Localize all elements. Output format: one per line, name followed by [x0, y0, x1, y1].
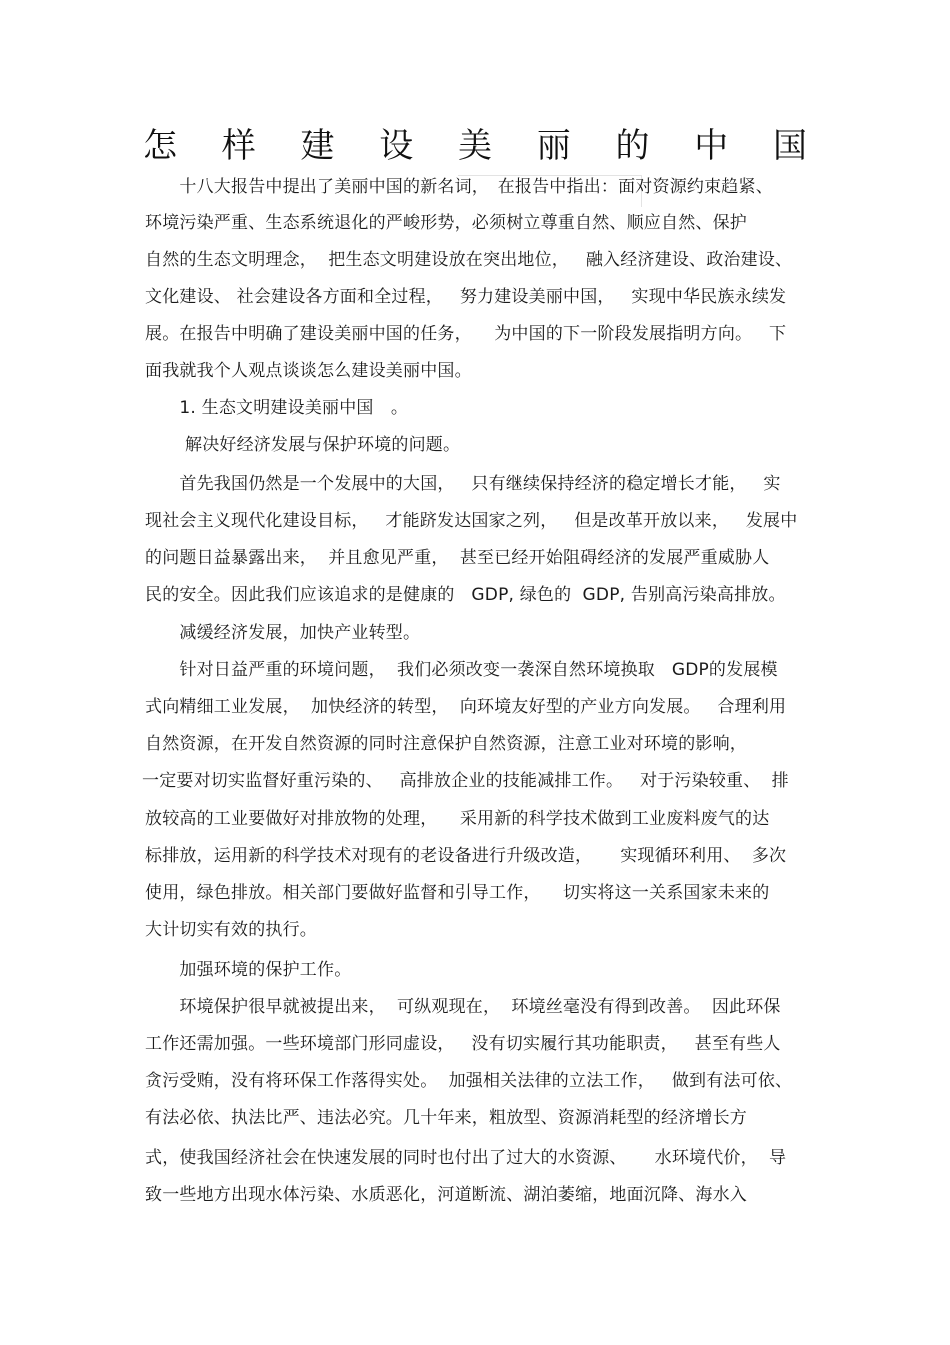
text-line: 放较高的工业要做好对排放物的处理， 采用新的科学技术做到工业废料废气的达 [145, 809, 770, 829]
title-char: 中 [694, 126, 729, 166]
title-char: 国 [773, 126, 807, 166]
text-line: 式，使我国经济社会在快速发展的同时也付出了过大的水资源、 水环境代价， 导 [145, 1148, 787, 1168]
text-line: 一定要对切实监督好重污染的、 高排放企业的技能减排工作。 对于污染较重、 排 [142, 771, 789, 791]
title-char: 的 [615, 126, 650, 166]
text-line: 自然资源，在开发自然资源的同时注意保护自然资源，注意工业对环境的影响， [145, 734, 747, 754]
text-line: 环境污染严重、生态系统退化的严峻形势，必须树立尊重自然、顺应自然、保护 [145, 213, 747, 233]
text-line: 式向精细工业发展， 加快经济的转型， 向环境友好型的产业方向发展。 合理利用 [145, 697, 787, 717]
title-char: 设 [379, 126, 414, 166]
text-line: 标排放，运用新的科学技术对现有的老设备进行升级改造， 实现循环利用、 多次 [145, 846, 787, 866]
text-line: 环境保护很早就被提出来， 可纵观现在， 环境丝毫没有得到改善。 因此环保 [145, 997, 781, 1017]
text-line: 展。在报告中明确了建设美丽中国的任务， 为中国的下一阶段发展指明方向。 下 [145, 324, 787, 344]
text-line: 1. 生态文明建设美丽中国 。 [145, 398, 409, 418]
text-line: 解决好经济发展与保护环境的问题。 [145, 435, 461, 455]
title-char: 样 [221, 126, 256, 166]
document-title [143, 118, 807, 174]
text-line: 致一些地方出现水体污染、水质恶化，河道断流、湖泊萎缩，地面沉降、海水入 [145, 1185, 747, 1205]
text-line: 针对日益严重的环境问题， 我们必须改变一袭深自然环境换取 GDP的发展模 [145, 660, 778, 680]
text-line: 民的安全。因此我们应该追求的是健康的 GDP, 绿色的 GDP, 告别高污染高排放。 [145, 585, 786, 605]
title-char: 丽 [536, 126, 571, 166]
text-line: 工作还需加强。一些环境部门形同虚设， 没有切实履行其功能职责， 甚至有些人 [145, 1034, 781, 1054]
text-line: 加强环境的保护工作。 [145, 960, 352, 980]
text-line: 贪污受贿，没有将环保工作落得实处。 加强相关法律的立法工作， 做到有法可依、 [145, 1071, 793, 1091]
title-char: 美 [458, 126, 492, 166]
text-line: 大计切实有效的执行。 [145, 920, 317, 940]
title-char: 怎 [143, 126, 177, 166]
text-line: 自然的生态文明理念， 把生态文明建设放在突出地位， 融入经济建设、政治建设、 [145, 250, 793, 270]
title-char: 建 [300, 126, 335, 166]
text-line: 现社会主义现代化建设目标， 才能跻发达国家之列， 但是改革开放以来， 发展中 [145, 511, 798, 531]
text-line: 的问题日益暴露出来， 并且愈见严重， 甚至已经开始阻碍经济的发展严重威胁人 [145, 548, 770, 568]
text-line: 首先我国仍然是一个发展中的大国， 只有继续保持经济的稳定增长才能， 实 [145, 474, 781, 494]
text-line: 文化建设、 社会建设各方面和全过程， 努力建设美丽中国， 实现中华民族永续发 [145, 287, 787, 307]
text-line: 面我就我个人观点谈谈怎么建设美丽中国。 [145, 361, 472, 381]
text-line: 有法必依、执法比严、违法必究。几十年来，粗放型、资源消耗型的经济增长方 [145, 1108, 747, 1128]
text-line: 十八大报告中提出了美丽中国的新名词， 在报告中指出：面对资源约束趋紧、 [145, 177, 773, 197]
text-line: 使用，绿色排放。相关部门要做好监督和引导工作， 切实将这一关系国家未来的 [145, 883, 770, 903]
text-line: 减缓经济发展，加快产业转型。 [145, 623, 421, 643]
